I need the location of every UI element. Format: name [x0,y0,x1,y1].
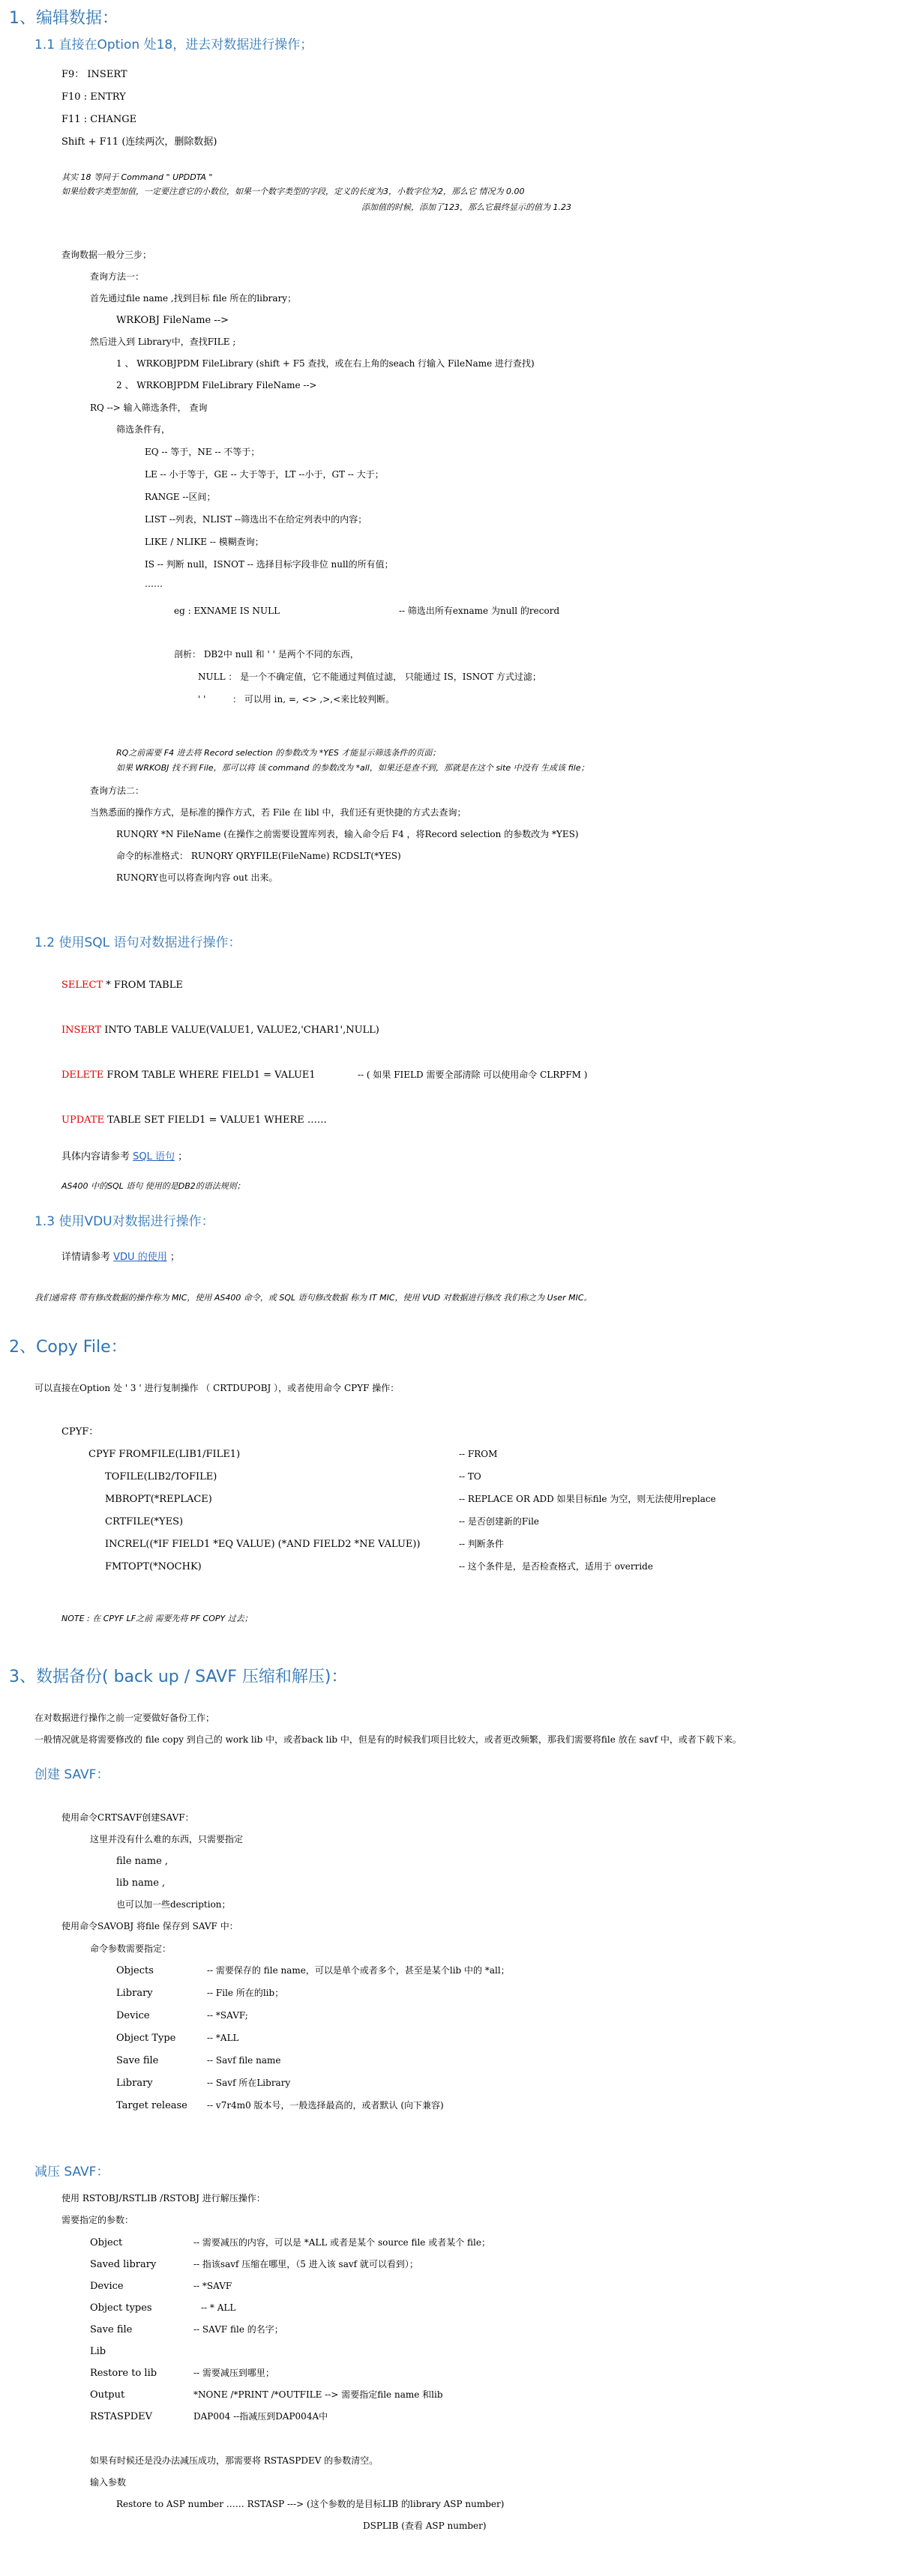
savobj-param-value: -- 需要保存的 file name，可以是单个或者多个，甚至是某个lib 中的 *all； [207,1965,510,1976]
blank-desc: ： 可以用 in, =, <> ,>,<来比较判断。 [232,694,395,705]
sql-keyword-delete: DELETE [61,1070,104,1081]
note-record-selection: RQ之前需要 F4 进去将 Record selection 的参数改为 *YES 才能显示筛选条件的页面； [116,748,441,758]
cpyf-param-note: -- REPLACE OR ADD 如果目标file 为空，则无法使用replace [459,1494,716,1504]
cpyf-param-note: -- 这个条件是，是否检查格式，适用于 override [459,1561,653,1572]
rstobj-param-key: Device [90,2281,124,2292]
cpyf-param: FMTOPT(*NOCHK) [105,1561,202,1572]
savobj-param-value: -- *SAVF; [207,2010,248,2021]
crtsavf-desc: 这里并没有什么难的东西，只需要指定 [90,1834,244,1844]
sql-keyword-insert: INSERT [61,1025,102,1036]
filter-eq: EQ -- 等于，NE -- 不等于； [145,447,260,457]
cmd-wrkobj: WRKOBJ FileName --> [116,315,229,326]
key-f11: F11 : CHANGE [61,114,137,125]
vdu-link[interactable]: VDU 的使用 [113,1252,167,1263]
sql-update-rest: TABLE SET FIELD1 = VALUE1 WHERE …… [103,1114,327,1126]
sql-link[interactable]: SQL 语句 [133,1151,175,1162]
key-f10: F10 : ENTRY [61,91,126,103]
filter-range: RANGE --区间； [145,492,216,502]
cmd-wrkobjpdm-2: 2 、 WRKOBJPDM FileLibrary FileName --> [116,380,317,390]
rstobj-param-key: Save file [90,2324,133,2335]
rstasp-param: Restore to ASP number …… RSTASP ---> (这个参数的是目标LIB 的library ASP number) [116,2499,505,2509]
note-wrkobj-all: 如果 WRKOBJ 找不到 File，那可以将 该 command 的参数改为 *all，如果还是查不到，那就是在这个 site 中没有 生成该 file； [116,763,589,773]
filter-like: LIKE / NLIKE -- 模糊查询； [145,537,264,547]
savobj-param-key: Library [116,2078,153,2089]
sql-insert [61,1025,379,1037]
sql-select [61,980,183,992]
crtsavf-cmd: 使用命令CRTSAVF创建SAVF： [61,1812,194,1823]
sql-delete-rest: FROM TABLE WHERE FIELD1 = VALUE1 [103,1070,316,1081]
rstobj-param-key: Object types [90,2302,152,2314]
rstobj-param-value: DAP004 --指减压到DAP004A中 [193,2411,328,2422]
query-method-two: 查询方法二： [90,785,145,796]
backup-intro-1: 在对数据进行操作之前一定要做好备份工作； [34,1713,215,1723]
rstobj-params: 需要指定的参数： [61,2215,134,2225]
copy-intro: 可以直接在Option 处 ' 3 ' 进行复制操作 （ CRTDUPOBJ ），或者使用命令 CPYF 操作： [34,1383,400,1393]
savobj-param-value: -- Savf 所在Library [207,2078,291,2088]
backup-intro-2: 一般情况就是将需要修改的 file copy 到自己的 work lib 中，或者back lib 中，但是有的时候我们项目比较大，或者更改频繁，那我们需要将file 放在 savf 中，或者下载下来。 [34,1734,742,1745]
subsection-title-sql: 1.2 使用SQL 语句对数据进行操作： [34,935,241,950]
filter-example-desc: -- 筛选出所有exname 为null 的record [399,606,560,616]
subsection-title-option-18: 1.1 直接在Option 处18，进去对数据进行操作； [34,37,313,52]
ref-vdu-prefix: 详情请参考 [61,1252,114,1263]
rstobj-param-key: Lib [90,2346,106,2357]
rstobj-param-value: -- *SAVF [193,2281,232,2291]
ref-sql [61,1151,187,1163]
blank-key: ' ' [198,694,206,705]
note-mic: 我们通常将 带有修改数据的操作称为 MIC，使用 AS400 命令，或 SQL 语句修改数据 称为 IT MIC，使用 VUD 对数据进行修改 我们称之为 User MIC。 [34,1293,592,1303]
rstobj-param-value: -- SAVF file 的名字； [193,2324,283,2335]
cpyf-param-note: -- 是否创建新的File [459,1516,540,1527]
crtsavf-lib-name: lib name , [116,1877,166,1889]
sql-delete [61,1070,316,1082]
cpyf-label: CPYF： [61,1426,99,1438]
note-as400-sql: AS400 中的SQL 语句 使用的是DB2的语法规则； [61,1181,245,1191]
sql-delete-note: -- ( 如果 FIELD 需要全部清除 可以使用命令 CLRPFM ) [358,1070,588,1080]
section-title-edit-data: 1、编辑数据： [9,9,118,28]
ref-vdu-suffix: ； [166,1252,180,1263]
savobj-param-key: Object Type [116,2033,176,2044]
key-f9: F9： INSERT [61,69,127,80]
cpyf-param: CRTFILE(*YES) [105,1516,184,1527]
cmd-runqry-format: 命令的标准格式： RUNQRY QRYFILE(FileName) RCDSLT(*YES) [116,851,401,861]
ref-sql-prefix: 具体内容请参考 [61,1151,133,1162]
filter-more: …… [145,579,163,589]
savobj-params: 命令参数需要指定： [90,1943,172,1954]
query-method-two-desc: 当熟悉面的操作方式，是标准的操作方式，若 File 在 libl 中，我们还有更快捷的方式去查询； [90,807,466,818]
cpyf-param-note: -- FROM [459,1449,498,1459]
savobj-param-key: Target release [116,2100,187,2111]
filter-list: LIST --列表，NLIST --筛选出不在给定列表中的内容； [145,514,367,525]
sql-keyword-select: SELECT [61,980,103,991]
rstobj-param-key: Output [90,2389,125,2401]
query-intro: 查询数据一般分三步； [61,250,152,260]
savobj-cmd: 使用命令SAVOBJ 将file 保存到 SAVF 中： [61,1921,238,1931]
rstobj-cmd: 使用 RSTOBJ/RSTLIB /RSTOBJ 进行解压操作： [61,2193,265,2204]
savobj-param-value: -- Savf file name [207,2055,281,2066]
subsection-title-vdu: 1.3 使用VDU对数据进行操作： [34,1214,214,1229]
sql-update [61,1114,327,1126]
rstobj-param-key: Saved library [90,2259,157,2270]
savobj-param-key: Library [116,1988,153,1999]
sql-select-rest: * FROM TABLE [103,980,183,991]
crtsavf-description: 也可以加一些description； [116,1899,231,1910]
null-analysis: 剖析： DB2中 null 和 ' ' 是两个不同的东西， [174,649,359,660]
rq-filter: RQ --> 输入筛选条件， 查询 [90,402,208,413]
rstobj-param-value: -- 需要减压到哪里； [193,2368,274,2378]
sql-insert-rest: INTO TABLE VALUE(VALUE1, VALUE2,'CHAR1',NULL) [101,1025,379,1036]
rstasp-input-label: 输入参数 [90,2477,127,2488]
query-step-find-library: 首先通过file name ,找到目标 file 所在的library； [90,293,297,304]
savobj-param-value: -- *ALL [207,2033,239,2043]
subsection-title-create-savf: 创建 SAVF： [34,1767,109,1782]
runqry-out: RUNQRY也可以将查询内容 out 出来。 [116,872,278,883]
rstobj-param-value: -- * ALL [201,2302,236,2313]
filter-intro: 筛选条件有， [116,424,171,435]
key-shift-f11: Shift + F11 (连续两次，删除数据) [61,136,217,148]
null-desc: NULL ： 是一个不确定值，它不能通过判值过滤， 只能通过 IS，ISNOT 方式过滤； [198,672,541,682]
rstobj-param-value: *NONE /*PRINT /*OUTFILE --> 需要指定file name 和lib [193,2389,443,2400]
note-decimal-example: 添加值的时候，添加了123，那么它最终显示的值为 1.23 [361,202,571,212]
cmd-runqry: RUNQRY *N FileName (在操作之前需要设置库列表，输入命令后 F4 ，将Record selection 的参数改为 *YES) [116,829,579,839]
ref-sql-suffix: ； [175,1151,188,1162]
rstobj-param-key: RSTASPDEV [90,2411,152,2422]
filter-example: eg : EXNAME IS NULL [174,606,280,616]
cmd-wrkobjpdm-1: 1 、 WRKOBJPDM FileLibrary (shift + F5 查找，或在右上角的seach 行输入 FileName 进行查找) [116,358,535,369]
savobj-param-key: Device [116,2010,150,2021]
savobj-param-key: Objects [116,1965,154,1976]
cpyf-param: CPYF FROMFILE(LIB1/FILE1) [88,1449,241,1460]
query-method-one: 查询方法一： [90,271,145,282]
filter-is: IS -- 判断 null，ISNOT -- 选择目标字段非位 null的所有值； [145,559,394,570]
ref-vdu [61,1252,180,1264]
cpyf-param: TOFILE(LIB2/TOFILE) [105,1471,217,1482]
note-cpyf-lf: NOTE : 在 CPYF LF之前 需要先将 PF COPY 过去； [61,1614,253,1623]
cpyf-param: INCREL((*IF FIELD1 *EQ VALUE) (*AND FIELD2 *NE VALUE)) [105,1539,421,1550]
cpyf-param: MBROPT(*REPLACE) [105,1494,212,1505]
crtsavf-file-name: file name , [116,1856,169,1867]
savobj-param-key: Save file [116,2055,159,2066]
rstobj-param-value: -- 需要减压的内容，可以是 *ALL 或者是某个 source file 或者某个 file； [193,2237,490,2248]
note-updta: 其实 18 等同于 Command " UPDDTA " [61,172,213,182]
filter-le: LE -- 小于等于，GE -- 大于等于，LT --小于，GT -- 大于； [145,469,384,480]
subsection-title-restore-savf: 减压 SAVF： [34,2165,109,2180]
cpyf-param-note: -- TO [459,1471,481,1482]
sql-keyword-update: UPDATE [61,1114,104,1126]
section-title-copy-file: 2、Copy File： [9,1338,127,1357]
dsplib-hint: DSPLIB (查看 ASP number) [363,2521,487,2531]
section-title-backup: 3、数据备份( back up / SAVF 压缩和解压)： [9,1668,348,1686]
rstaspdev-note: 如果有时候还是没办法减压成功，那需要将 RSTASPDEV 的参数清空。 [90,2455,379,2466]
savobj-param-value: -- v7r4m0 版本号，一般选择最高的，或者默认 (向下兼容) [207,2100,444,2111]
note-decimal: 如果给数字类型加值，一定要注意它的小数位，如果一个数字类型的字段，定义的长度为3，小数字位为2，那么它 情况为 0.00 [61,187,525,196]
cpyf-param-note: -- 判断条件 [459,1539,504,1549]
rstobj-param-value: -- 指该savf 压缩在哪里，（5 进入该 savf 就可以看到）； [193,2259,418,2269]
query-step-enter-library: 然后进入到 Library中，查找FILE ; [90,337,236,347]
savobj-param-value: -- File 所在的lib； [207,1988,284,1998]
rstobj-param-key: Object [90,2237,123,2248]
rstobj-param-key: Restore to lib [90,2368,157,2379]
